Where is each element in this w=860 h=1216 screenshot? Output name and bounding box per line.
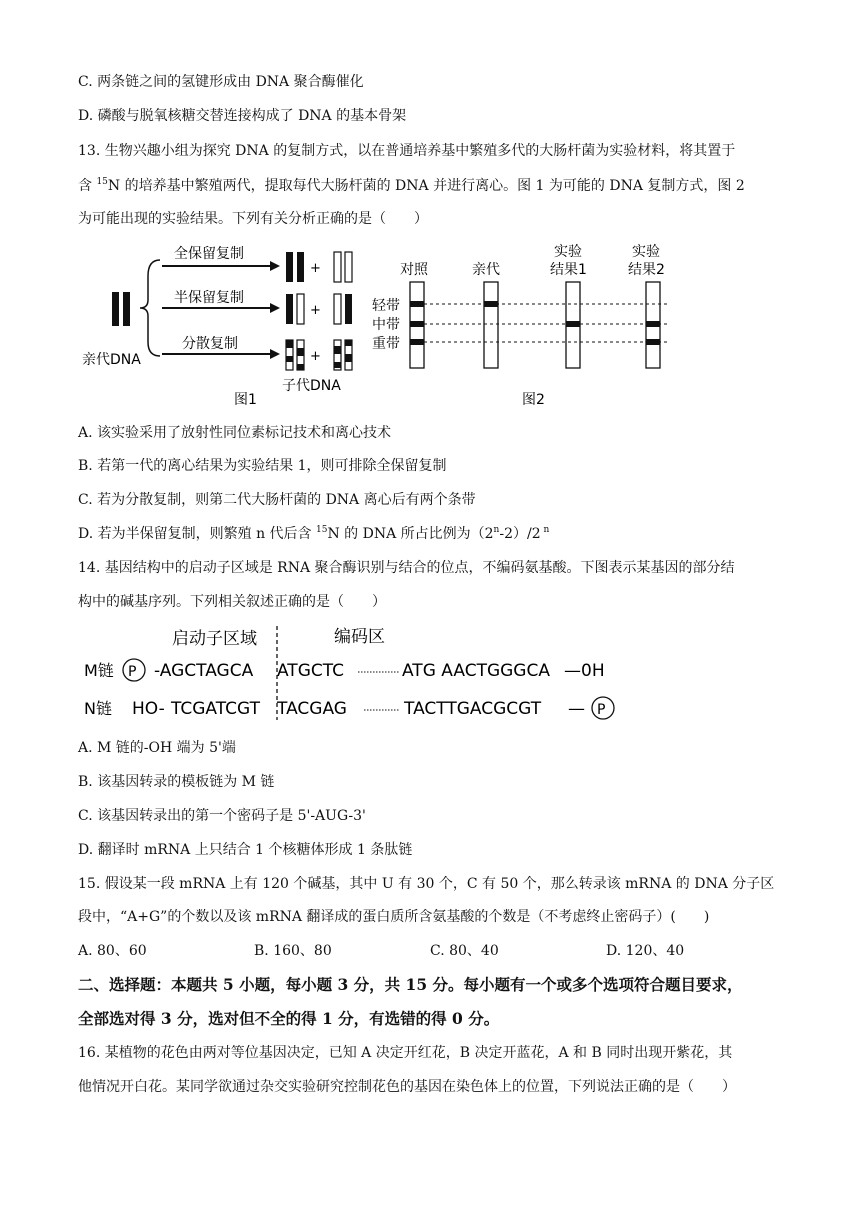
- parent-dna-label: 亲代DNA: [82, 352, 141, 368]
- figure-gene-sequence: [84, 622, 644, 726]
- figure-1-replication-modes: [78, 236, 378, 412]
- q13-option-a: A. 该实验采用了放射性同位素标记技术和离心技术: [78, 425, 392, 441]
- q14-option-a: A. M 链的-OH 端为 5'端: [78, 740, 236, 756]
- n-coding-seq2: TACTTGACGCGT: [404, 699, 542, 719]
- figure-2-centrifuge-results: [368, 236, 708, 412]
- col-result2-line1: 实验: [632, 244, 660, 260]
- coding-region-label: 编码区: [334, 627, 385, 647]
- band-light-label: 轻带: [372, 298, 400, 314]
- n-coding-seq1: TACGAG: [277, 699, 347, 719]
- q14-option-c: C. 该基因转录出的第一个密码子是 5'-AUG-3': [78, 808, 366, 824]
- parent-strand-left: [112, 292, 119, 326]
- plus-3: +: [310, 349, 321, 364]
- child-dna-label: 子代DNA: [282, 378, 341, 394]
- m-coding-seq1: ATGCTC: [277, 661, 344, 681]
- col-result1-line2: 结果1: [550, 262, 587, 278]
- q12-option-d: D. 磷酸与脱氧核糖交替连接构成了 DNA 的基本骨架: [78, 108, 407, 124]
- q13-option-b: B. 若第一代的离心结果为实验结果 1，则可排除全保留复制: [78, 458, 447, 474]
- n-start-ho: HO-: [132, 699, 165, 719]
- mode-dispersive-label: 分散复制: [182, 336, 238, 352]
- q13-stem-line2: 含 $^{15}$N 的培养基中繁殖两代，提取每代大肠杆菌的 DNA 并进行离心。图 1 为可能的 DNA 复制方式，图 2: [78, 177, 745, 194]
- band-heavy-label: 重带: [372, 336, 400, 352]
- q12-option-c: C. 两条链之间的氢键形成由 DNA 聚合酶催化: [78, 74, 364, 90]
- col-result2-line2: 结果2: [628, 262, 665, 278]
- n-promoter-seq: TCGATCGT: [171, 699, 260, 719]
- n-end-dash: —: [568, 699, 585, 719]
- m-promoter-seq: -AGCTAGCA: [154, 661, 254, 681]
- q15-option-a: A. 80、60: [78, 943, 147, 959]
- parent-strand-right: [123, 292, 130, 326]
- n-strand-label: N链: [84, 699, 112, 718]
- promoter-label: 启动子区域: [172, 629, 257, 649]
- brace: [140, 260, 160, 356]
- figure-1-caption: 图1: [234, 392, 257, 408]
- tube-parent: [484, 282, 498, 368]
- q13-stem-line3: 为可能出现的实验结果。下列有关分析正确的是（ ）: [78, 211, 428, 227]
- q14-option-d: D. 翻译时 mRNA 上只结合 1 个核糖体形成 1 条肽链: [78, 842, 413, 858]
- phosphate-m-text: P: [128, 664, 137, 680]
- q14-stem-line1: 14. 基因结构中的启动子区域是 RNA 聚合酶识别与结合的位点，不编码氨基酸。下图表示某基因的部分结: [78, 560, 735, 576]
- m-end-oh: —0H: [564, 661, 605, 681]
- col-parent-label: 亲代: [472, 262, 500, 278]
- section2-heading-line2: 全部选对得 3 分，选对但不全的得 1 分，有选错的得 0 分。: [78, 1009, 500, 1028]
- plus-1: +: [310, 261, 321, 276]
- q15-option-c: C. 80、40: [430, 943, 499, 959]
- q15-option-d: D. 120、40: [606, 943, 685, 959]
- q15-stem-line1: 15. 假设某一段 mRNA 上有 120 个碱基，其中 U 有 30 个，C 有 50 个，那么转录该 mRNA 的 DNA 分子区: [78, 876, 775, 892]
- m-coding-seq2: ATG AACTGGGCA: [402, 661, 550, 681]
- q14-option-b: B. 该基因转录的模板链为 M 链: [78, 774, 275, 790]
- plus-2: +: [310, 303, 321, 318]
- q16-stem-line1: 16. 某植物的花色由两对等位基因决定，已知 A 决定开红花，B 决定开蓝花，A 和 B 同时出现开紫花，其: [78, 1045, 733, 1061]
- q15-stem-line2: 段中，“A+G”的个数以及该 mRNA 翻译成的蛋白质所含氨基酸的个数是（不考虑终止密码子）( ): [78, 909, 710, 925]
- q13-option-d: D. 若为半保留复制，则繁殖 n 代后含 $^{15}$N 的 DNA 所占比例为（2$^n$-2）/2 $^n$: [78, 525, 550, 542]
- q15-option-b: B. 160、80: [254, 943, 332, 959]
- q14-stem-line2: 构中的碱基序列。下列相关叙述正确的是（ ）: [78, 594, 386, 610]
- q13-option-c: C. 若为分散复制，则第二代大肠杆菌的 DNA 离心后有两个条带: [78, 492, 476, 508]
- q16-stem-line2: 他情况开白花。某同学欲通过杂交实验研究控制花色的基因在染色体上的位置，下列说法正确的是（ ）: [78, 1079, 736, 1095]
- col-result1-line1: 实验: [554, 244, 582, 260]
- figure-2-caption: 图2: [522, 392, 545, 408]
- m-strand-label: M链: [84, 661, 114, 680]
- col-control-label: 对照: [400, 262, 428, 278]
- section2-heading-line1: 二、选择题：本题共 5 小题，每小题 3 分，共 15 分。每小题有一个或多个选项符合题目要求，: [78, 975, 743, 994]
- band-middle-label: 中带: [372, 317, 400, 333]
- q13-stem-line1: 13. 生物兴趣小组为探究 DNA 的复制方式，以在普通培养基中繁殖多代的大肠杆菌为实验材料，将其置于: [78, 143, 736, 159]
- mode-semiconservative-label: 半保留复制: [174, 290, 244, 306]
- mode-conservative-label: 全保留复制: [174, 246, 244, 262]
- phosphate-n-text: P: [597, 702, 606, 718]
